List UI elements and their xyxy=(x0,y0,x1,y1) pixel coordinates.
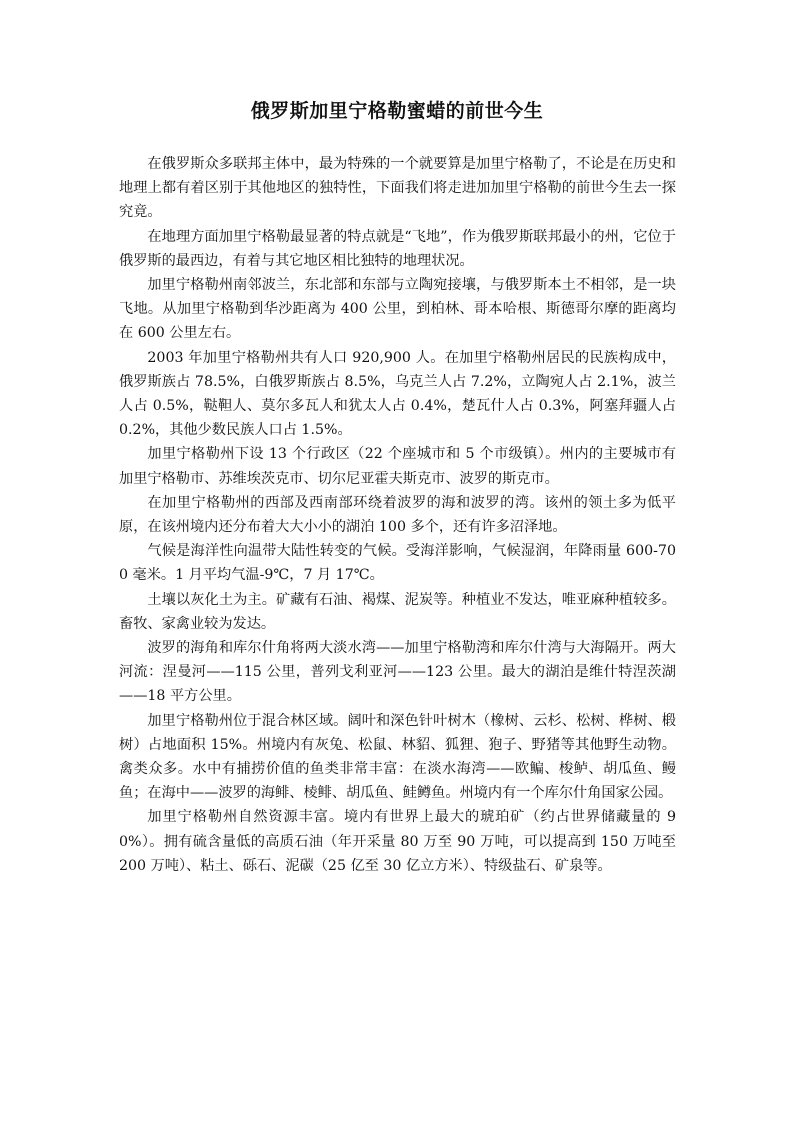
paragraph-terrain: 在加里宁格勒州的西部及西南部环绕着波罗的海和波罗的湾。该州的领土多为低平原，在该州境内还分布着大大小小的湖泊 100 多个，还有许多沼泽地。 xyxy=(119,494,676,536)
paragraph-population: 2003 年加里宁格勒州共有人口 920,900 人。在加里宁格勒州居民的民族构成中，俄罗斯族占 78.5%，白俄罗斯族占 8.5%，乌克兰人占 7.2%，立陶宛人占 2.1%，波兰人占 0.5%，鞑靼人、莫尔多瓦人和犹太人占 0.4%，楚瓦什人占 0.3%，阿塞拜疆人占 0.2%，其他少数民族人口占 1.5%。 xyxy=(119,349,676,439)
page-title: 俄罗斯加里宁格勒蜜蜡的前世今生 xyxy=(250,100,544,122)
paragraph-borders: 加里宁格勒州南邻波兰，东北部和东部与立陶宛接壤，与俄罗斯本土不相邻，是一块飞地。从加里宁格勒到华沙距离为 400 公里，到柏林、哥本哈根、斯德哥尔摩的距离均在 600 公里左右。 xyxy=(119,277,676,342)
paragraph-forest-fauna: 加里宁格勒州位于混合林区域。阔叶和深色针叶树木（橡树、云杉、松树、桦树、椴树）占地面积 15%。州境内有灰兔、松鼠、林貂、狐狸、狍子、野猪等其他野生动物。禽类众多。水中有捕捞价值的鱼类非常丰富：在淡水海湾——欧鳊、梭鲈、胡瓜鱼、鳗鱼；在海中——波罗的海鲱、棱鲱、胡瓜鱼、鲑鳟鱼。州境内有一个库尔什角国家公园。 xyxy=(119,712,676,802)
paragraph-soil: 土壤以灰化土为主。矿藏有石油、褐煤、泥炭等。种植业不发达，唯亚麻种植较多。畜牧、家禽业较为发达。 xyxy=(119,591,676,632)
paragraph-geography: 在地理方面加里宁格勒最显著的特点就是“飞地”，作为俄罗斯联邦最小的州，它位于俄罗斯的最西边，有着与其它地区相比独特的地理状况。 xyxy=(119,228,676,269)
paragraph-administration: 加里宁格勒州下设 13 个行政区（22 个座城市和 5 个市级镇）。州内的主要城市有加里宁格勒市、苏维埃茨克市、切尔尼亚霍夫斯克市、波罗的斯克市。 xyxy=(119,446,676,487)
document-body xyxy=(119,152,676,878)
paragraph-climate: 气候是海洋性向温带大陆性转变的气候。受海洋影响，气候湿润，年降雨量 600-700 毫米。1 月平均气温-9℃，7 月 17℃。 xyxy=(119,543,676,584)
paragraph-resources: 加里宁格勒州自然资源丰富。境内有世界上最大的琥珀矿（约占世界储藏量的 90%）。拥有硫含量低的高质石油（年开采量 80 万至 90 万吨，可以提高到 150 万吨至 200 万吨）、粘土、砾石、泥碳（25 亿至 30 亿立方米）、特级盐石、矿泉等。 xyxy=(119,809,676,874)
paragraph-waters: 波罗的海角和库尔什角将两大淡水湾——加里宁格勒湾和库尔什湾与大海隔开。两大河流：涅曼河——115 公里，普列戈利亚河——123 公里。最大的湖泊是维什特涅茨湖——18 平方公里。 xyxy=(119,640,676,705)
paragraph-intro: 在俄罗斯众多联邦主体中，最为特殊的一个就要算是加里宁格勒了，不论是在历史和地理上都有着区别于其他地区的独特性，下面我们将走进加加里宁格勒的前世今生去一探究竟。 xyxy=(119,156,676,221)
